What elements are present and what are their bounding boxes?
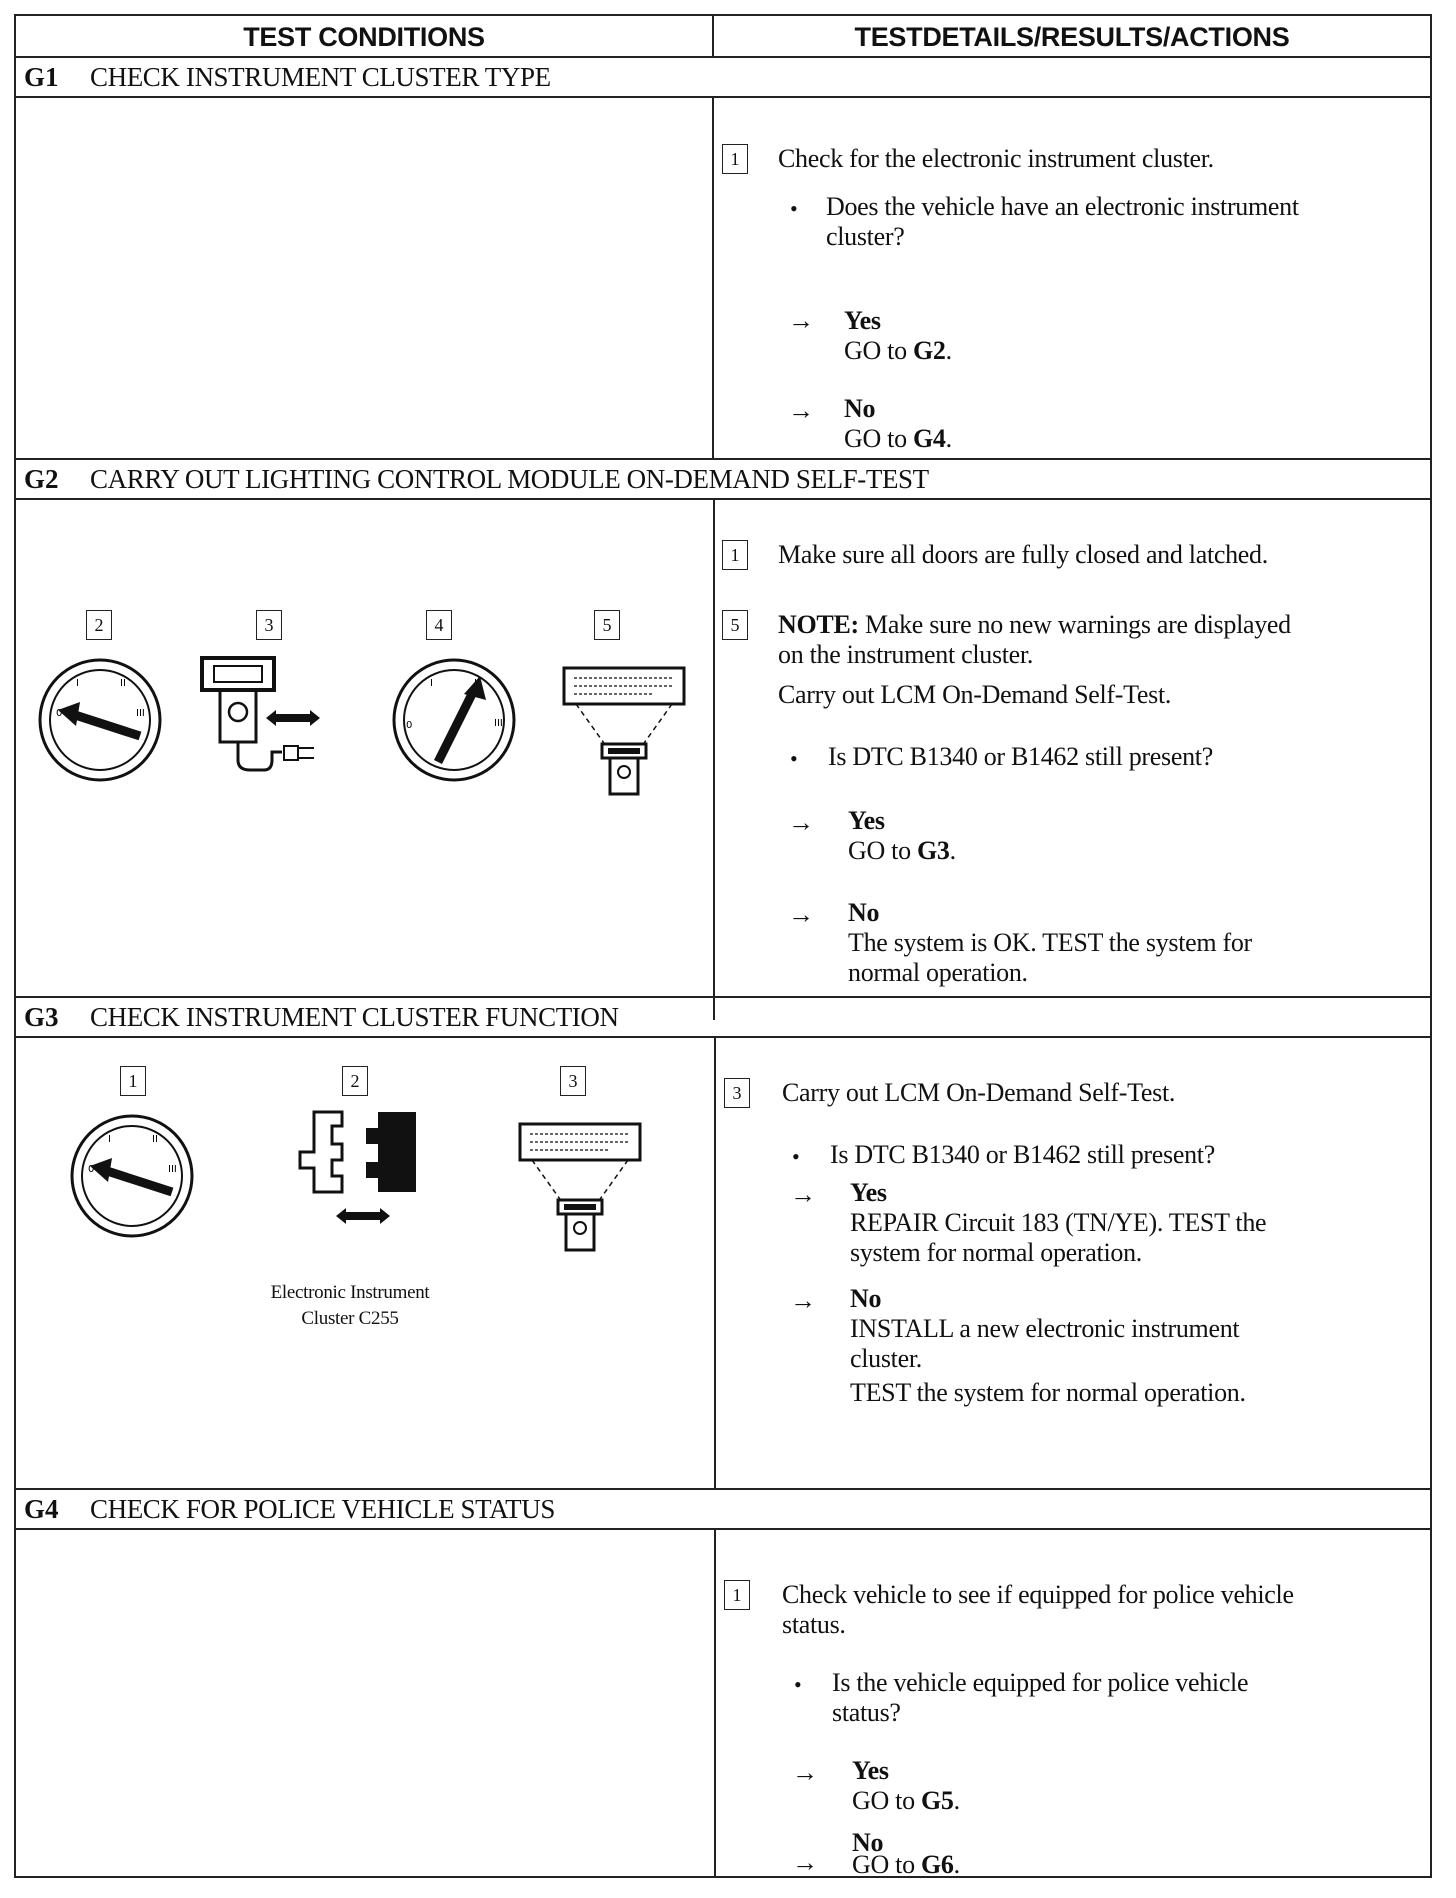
step-box: 5 [722, 610, 748, 640]
figure-caption [250, 1280, 450, 1332]
yes-label: Yes [844, 306, 881, 335]
svg-text:0: 0 [56, 708, 63, 719]
note-line-1: NOTE: Make sure no new warnings are displayed [778, 610, 1291, 639]
no-action-line-1: The system is OK. TEST the system for [848, 928, 1252, 957]
svg-text:III: III [168, 1164, 177, 1175]
step-box: 1 [724, 1580, 750, 1610]
section-g3-title [16, 996, 1430, 1038]
figure-step-box: 2 [86, 610, 112, 640]
column-divider [713, 500, 715, 1020]
figure-step-box: 3 [560, 1066, 586, 1096]
no-label: No [852, 1828, 884, 1857]
svg-text:0: 0 [406, 720, 413, 731]
figure-step-box: 5 [594, 610, 620, 640]
svg-text:I: I [76, 678, 79, 689]
section-g2-title [16, 458, 1430, 500]
header-test-details: TESTDETAILS/RESULTS/ACTIONS [854, 22, 1290, 52]
section-id: G4 [24, 1494, 59, 1524]
instruction-text: Carry out LCM On-Demand Self-Test. [782, 1078, 1176, 1107]
instruction-text: Carry out LCM On-Demand Self-Test. [778, 680, 1172, 709]
figure-step-box: 2 [342, 1066, 368, 1096]
step-box: 1 [722, 144, 748, 174]
column-divider [712, 98, 714, 458]
table-header [16, 16, 1430, 58]
section-title: CARRY OUT LIGHTING CONTROL MODULE ON-DEMAND SELF-TEST [90, 464, 929, 494]
no-action-line-3: TEST the system for normal operation. [850, 1378, 1246, 1407]
scan-tool-icon [562, 666, 688, 800]
instruction-line-2: status. [782, 1610, 846, 1639]
figure-step-box: 3 [256, 610, 282, 640]
yes-action: GO to G3. [848, 836, 956, 865]
yes-label: Yes [848, 806, 885, 835]
bullet: • [792, 1144, 800, 1169]
section-title: CHECK INSTRUMENT CLUSTER FUNCTION [90, 1002, 619, 1032]
instruction-line-1: Check vehicle to see if equipped for police vehicle [782, 1580, 1294, 1609]
section-title: CHECK INSTRUMENT CLUSTER TYPE [90, 62, 551, 92]
caption-line-2: Cluster C255 [301, 1308, 399, 1329]
question-text: Is DTC B1340 or B1462 still present? [828, 742, 1213, 771]
ignition-off-icon [36, 656, 166, 786]
header-divider [712, 16, 714, 56]
step-box: 3 [724, 1078, 750, 1108]
no-action-line-2: cluster. [850, 1344, 922, 1373]
section-title: CHECK FOR POLICE VEHICLE STATUS [90, 1494, 555, 1524]
svg-text:I: I [430, 678, 433, 689]
scan-tool-icon [518, 1122, 644, 1256]
no-label: No [850, 1284, 882, 1313]
no-action: GO to G4. [844, 424, 952, 453]
arrow-icon: → [788, 396, 814, 425]
column-divider [714, 1038, 716, 1488]
bullet: • [794, 1672, 802, 1697]
arrow-icon: → [792, 1848, 818, 1877]
no-action-line-2: normal operation. [848, 958, 1028, 987]
question-line-2: cluster? [826, 222, 905, 251]
question-line-2: status? [832, 1698, 901, 1727]
no-action: GO to G6. [852, 1850, 960, 1879]
arrow-icon: → [788, 808, 814, 837]
instruction-text: Make sure all doors are fully closed and latched. [778, 540, 1268, 569]
diagnostic-table [14, 14, 1432, 1878]
section-g4-title [16, 1488, 1430, 1530]
arrow-icon: → [790, 1286, 816, 1315]
bullet: • [790, 196, 798, 221]
svg-text:0: 0 [88, 1164, 95, 1175]
arrow-icon: → [790, 1180, 816, 1209]
figure-step-box: 4 [426, 610, 452, 640]
yes-action-line-1: REPAIR Circuit 183 (TN/YE). TEST the [850, 1208, 1267, 1237]
ignition-off-icon [68, 1112, 198, 1242]
no-label: No [848, 898, 880, 927]
section-id: G2 [24, 464, 59, 494]
header-test-conditions: TEST CONDITIONS [243, 22, 485, 52]
svg-text:II: II [120, 678, 126, 689]
question-line-1: Is the vehicle equipped for police vehicle [832, 1668, 1249, 1697]
yes-action: GO to G5. [852, 1786, 960, 1815]
ignition-run-icon [390, 656, 520, 786]
svg-text:III: III [136, 708, 145, 719]
yes-label: Yes [852, 1756, 889, 1785]
figure-step-box: 1 [120, 1066, 146, 1096]
arrow-icon: → [792, 1758, 818, 1787]
question-text: Is DTC B1340 or B1462 still present? [830, 1140, 1215, 1169]
cluster-connector-icon [286, 1112, 426, 1232]
caption-line-1: Electronic Instrument [270, 1282, 430, 1303]
diagnostic-connector-icon [202, 656, 342, 786]
bullet: • [790, 746, 798, 771]
yes-label: Yes [850, 1178, 887, 1207]
section-id: G1 [24, 62, 59, 92]
column-divider [714, 1530, 716, 1876]
svg-text:III: III [494, 718, 503, 729]
svg-text:II: II [152, 1134, 158, 1145]
section-id: G3 [24, 1002, 59, 1032]
no-label: No [844, 394, 876, 423]
yes-action-line-2: system for normal operation. [850, 1238, 1142, 1267]
no-action-line-1: INSTALL a new electronic instrument [850, 1314, 1240, 1343]
arrow-icon: → [788, 306, 814, 335]
section-g1-title [16, 56, 1430, 98]
note-line-2: on the instrument cluster. [778, 640, 1034, 669]
arrow-icon: → [788, 900, 814, 929]
instruction-text: Check for the electronic instrument cluster. [778, 144, 1214, 173]
step-box: 1 [722, 540, 748, 570]
yes-action: GO to G2. [844, 336, 952, 365]
svg-text:I: I [108, 1134, 111, 1145]
question-line-1: Does the vehicle have an electronic instrument [826, 192, 1299, 221]
